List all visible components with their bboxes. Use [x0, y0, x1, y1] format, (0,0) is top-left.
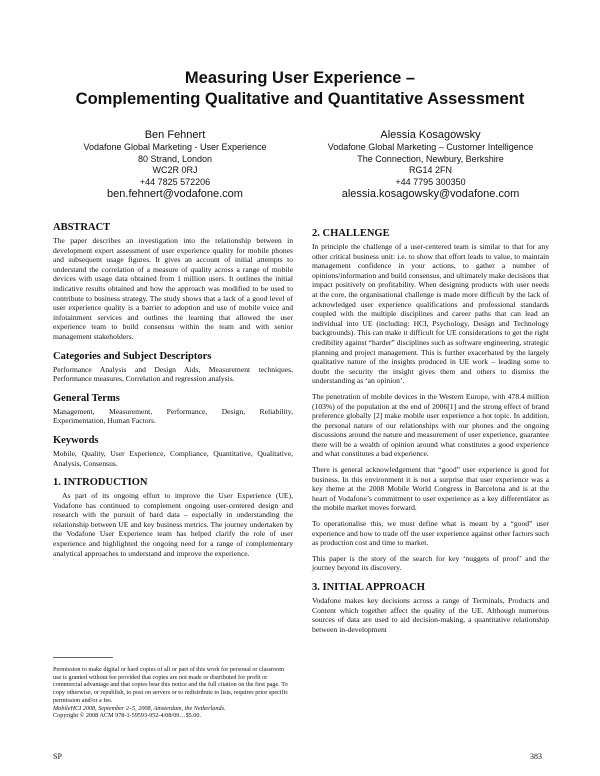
- left-column: [53, 222, 293, 567]
- author-affiliation: Vodafone Global Marketing - User Experience: [83, 142, 267, 152]
- permission-notice: [53, 666, 293, 720]
- challenge-paragraph-3: There is general acknowledgement that “good” user experience is good for business. In this environment it is not a surprise that user experience was a key theme at the 2008 Mobile World Congress in Barcelona and is at the heart of Vodafone’s commitment to user experience as a key differentiator as the mobile market moves forward.: [312, 465, 549, 513]
- author-email: alessia.kosagowsky@vodafone.com: [341, 188, 520, 200]
- challenge-heading: 2. CHALLENGE: [312, 228, 390, 239]
- general-terms-section: [53, 393, 293, 426]
- abstract-heading: ABSTRACT: [53, 222, 111, 233]
- author-block-2: [312, 128, 549, 201]
- paper-title: [0, 68, 600, 110]
- author-affiliation: Vodafone Global Marketing – Customer Intelligence: [327, 142, 534, 152]
- author-address-2: WC2R 0RJ: [152, 165, 198, 175]
- copyright-line: Copyright © 2008 ACM 978-1-59593-952-4/08/09…$5.00.: [53, 712, 202, 720]
- keywords-heading: Keywords: [53, 434, 99, 446]
- introduction-text: As part of its ongoing effort to improve the User Experience (UE), Vodafone has continued to complement ongoing user-centered design and research with the pursuit of hard data – especially in understanding the relationship between UE and key business metrics. The journey undertaken by the Vodafone User Experience team has helped clarify the role of user experience and highlighted the ongoing need for a range of complementary analytical approaches to understand and improve the experience.: [53, 491, 293, 558]
- introduction-heading: 1. INTRODUCTION: [53, 477, 148, 489]
- keywords-section: [53, 435, 293, 468]
- initial-approach-section: [312, 582, 549, 634]
- title-line-2: Complementing Qualitative and Quantitative Assessment: [75, 90, 525, 108]
- initial-approach-heading: 3. INITIAL APPROACH: [312, 582, 425, 593]
- author-email: ben.fehnert@vodafone.com: [107, 188, 243, 200]
- page-number: 383: [530, 752, 542, 761]
- author-address-2: RG14 2FN: [408, 165, 452, 175]
- conference-line: MobileHCI 2008, September 2–5, 2008, Amsterdam, the Netherlands.: [53, 704, 226, 712]
- author-name: Ben Fehnert: [144, 129, 206, 141]
- categories-section: [53, 351, 293, 384]
- abstract-text: The paper describes an investigation into the relationship between in development expert assessment of user experience quality for mobile phones and subsequent usage figures. It gives an account of initial attempts to understand the correlation of a measure of quality across a range of mobile devices with usage data obtained from 1 million users. It outlines the initial indicative results obtained and how the approach was modified to be used to contribute to business strategy. The study shows that a lack of a good level of user experience quality is a barrier to adoption and use of mobile voice and infotainment services and outlines the learning that allowed the user experience team to build consensus within the team and with senior management stakeholders.: [53, 236, 293, 341]
- author-name: Alessia Kosagowsky: [380, 129, 481, 141]
- footer-left: SP: [53, 752, 62, 761]
- author-block-1: [60, 128, 290, 201]
- challenge-paragraph-1: In principle the challenge of a user-centered team is similar to that for any other critical business unit: i.e. to show that effort leads to value, to maintain management confidence in your actions, to gather a number of opinions/information and build consensus, and ultimately make decisions that impact positively on profitability. When designing products with user needs at the core, the organisational challenge is made more difficult by the lack of acknowledged user experience qualifications and professional standards coupled with the multiple disciplines and career paths that can lead an individual into UE (including: HCI, Psychology, Design and Technology backgrounds). This can make it difficult for UE considerations to get the right credibility against “harder” disciplines such as software engineering, strategic planning and project management. This is further exacerbated by the largely qualitative nature of the insights produced in UE work – leading some to doubt the security the insight gives them and others to dismiss the understanding as ‘an opinion’.: [312, 242, 549, 386]
- abstract-section: [53, 222, 293, 342]
- introduction-section: [53, 477, 293, 558]
- permission-text: Permission to make digital or hard copies of all or part of this work for personal or classroom use is granted without fee provided that copies are not made or distributed for profit or commercial advantage and that copies bear this notice and the full citation on the first page. To copy otherwise, or republish, to post on servers or to redistribute to lists, requires prior specific permission and/or a fee.: [53, 666, 289, 704]
- keywords-text: Mobile, Quality, User Experience, Compliance, Quantitative, Qualitative, Analysis, Consensus.: [53, 448, 293, 468]
- challenge-paragraph-5: This paper is the story of the search for key ‘nuggets of proof’ and the journey beyond its discovery.: [312, 553, 549, 573]
- title-line-1: Measuring User Experience –: [184, 69, 416, 87]
- author-address-1: 80 Strand, London: [137, 153, 213, 164]
- initial-approach-text: Vodafone makes key decisions across a range of Terminals, Products and Content which together affect the quality of the UE. Although numerous sources of data are used to aid decision-making, a quantitative relationship between in-development: [312, 596, 549, 634]
- author-phone: +44 7795 300350: [395, 176, 466, 187]
- challenge-section: [312, 228, 549, 573]
- author-address-1: The Connection, Newbury, Berkshire: [357, 153, 504, 164]
- general-terms-heading: General Terms: [53, 392, 120, 404]
- challenge-paragraph-2: The penetration of mobile devices in the Western Europe, with 478.4 million (103%) of the population at the end of 2006[1] and the strong effect of brand preference globally [2] make mobile user experience a hot topic. In addition, the personal nature of our relationships with our phones and the ongoing discussions around the nature and measurement of user experience, guarantee there will be a wealth of opinion around what constitutes a good experience and what constitutes a bad experience.: [312, 391, 549, 459]
- categories-heading: Categories and Subject Descriptors: [53, 350, 212, 362]
- general-terms-text: Management, Measurement, Performance, Design, Reliability, Experimentation, Human Factors.: [53, 406, 293, 426]
- footnote-divider: [53, 657, 113, 658]
- challenge-paragraph-4: To operationalise this, we must define what is meant by a “good” user experience and how to trade off the user experience against other factors such as production cost and time to market.: [312, 519, 549, 548]
- right-column: [312, 228, 549, 643]
- categories-text: Performance Analysis and Design Aids, Measurement techniques, Performance measures, Correlation and regression analysis.: [53, 364, 293, 384]
- author-phone: +44 7825 572206: [139, 176, 211, 187]
